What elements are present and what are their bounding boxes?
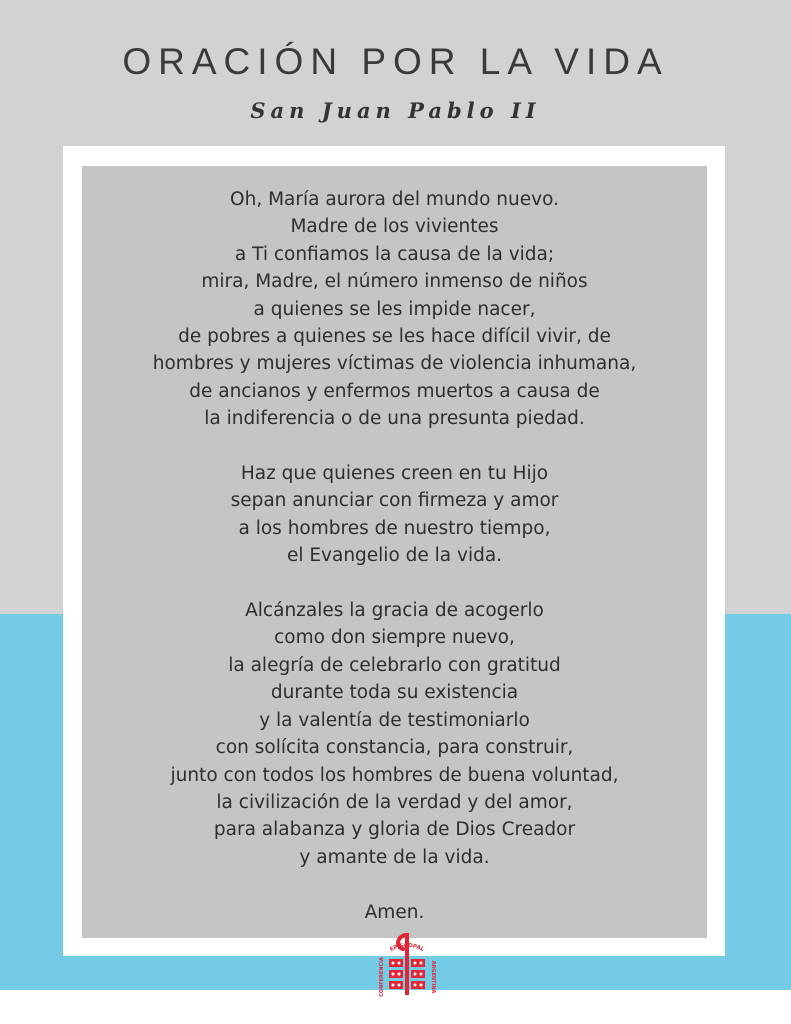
prayer-line: de pobres a quienes se les hace difícil vivir, de (178, 326, 611, 348)
logo-right-text: ARGENTINA (430, 960, 436, 994)
prayer-text (82, 186, 707, 926)
logo-left-text: CONFERENCIA (379, 957, 385, 997)
stanza-2 (82, 460, 707, 570)
prayer-line: hombres y mujeres víctimas de violencia inhumana, (152, 353, 637, 375)
prayer-line: a quienes se les impide nacer, (253, 298, 536, 320)
prayer-line: la indiferencia o de una presunta piedad. (204, 408, 585, 430)
prayer-line: a los hombres de nuestro tiempo, (238, 517, 551, 539)
prayer-line: como don siempre nuevo, (274, 627, 515, 649)
page-subtitle: San Juan Pablo II (250, 98, 541, 123)
prayer-line: sepan anunciar con firmeza y amor (230, 490, 559, 512)
logo-top-text: EPISCOPAL (389, 942, 425, 954)
stanza-3 (82, 597, 707, 871)
prayer-line: con solícita constancia, para construir, (215, 737, 574, 759)
prayer-line: Alcánzales la gracia de acogerlo (245, 600, 544, 622)
prayer-line: para alabanza y gloria de Dios Creador (213, 819, 576, 841)
prayer-closing: Amen. (364, 901, 425, 923)
prayer-line: durante toda su existencia (270, 682, 519, 704)
stanza-1 (82, 186, 707, 433)
prayer-panel (82, 166, 707, 938)
prayer-line: la civilización de la verdad y del amor, (216, 791, 573, 813)
prayer-line: Madre de los vivientes (290, 216, 499, 238)
prayer-line: el Evangelio de la vida. (286, 545, 503, 567)
prayer-line: y la valentía de testimoniarlo (259, 709, 530, 731)
episcopal-conference-logo-icon (371, 929, 443, 999)
page-title: ORACIÓN POR LA VIDA (122, 41, 669, 82)
prayer-line: de ancianos y enfermos muertos a causa de (189, 380, 600, 402)
prayer-line: a Ti confiamos la causa de la vida; (234, 243, 555, 265)
prayer-line: junto con todos los hombres de buena voluntad, (170, 764, 619, 786)
prayer-line: la alegría de celebrarlo con gratitud (228, 654, 561, 676)
prayer-line: Oh, María aurora del mundo nuevo. (230, 189, 559, 210)
prayer-line: mira, Madre, el número inmenso de niños (201, 271, 588, 293)
prayer-line: Haz que quienes creen en tu Hijo (240, 463, 549, 485)
prayer-line: y amante de la vida. (299, 846, 490, 868)
